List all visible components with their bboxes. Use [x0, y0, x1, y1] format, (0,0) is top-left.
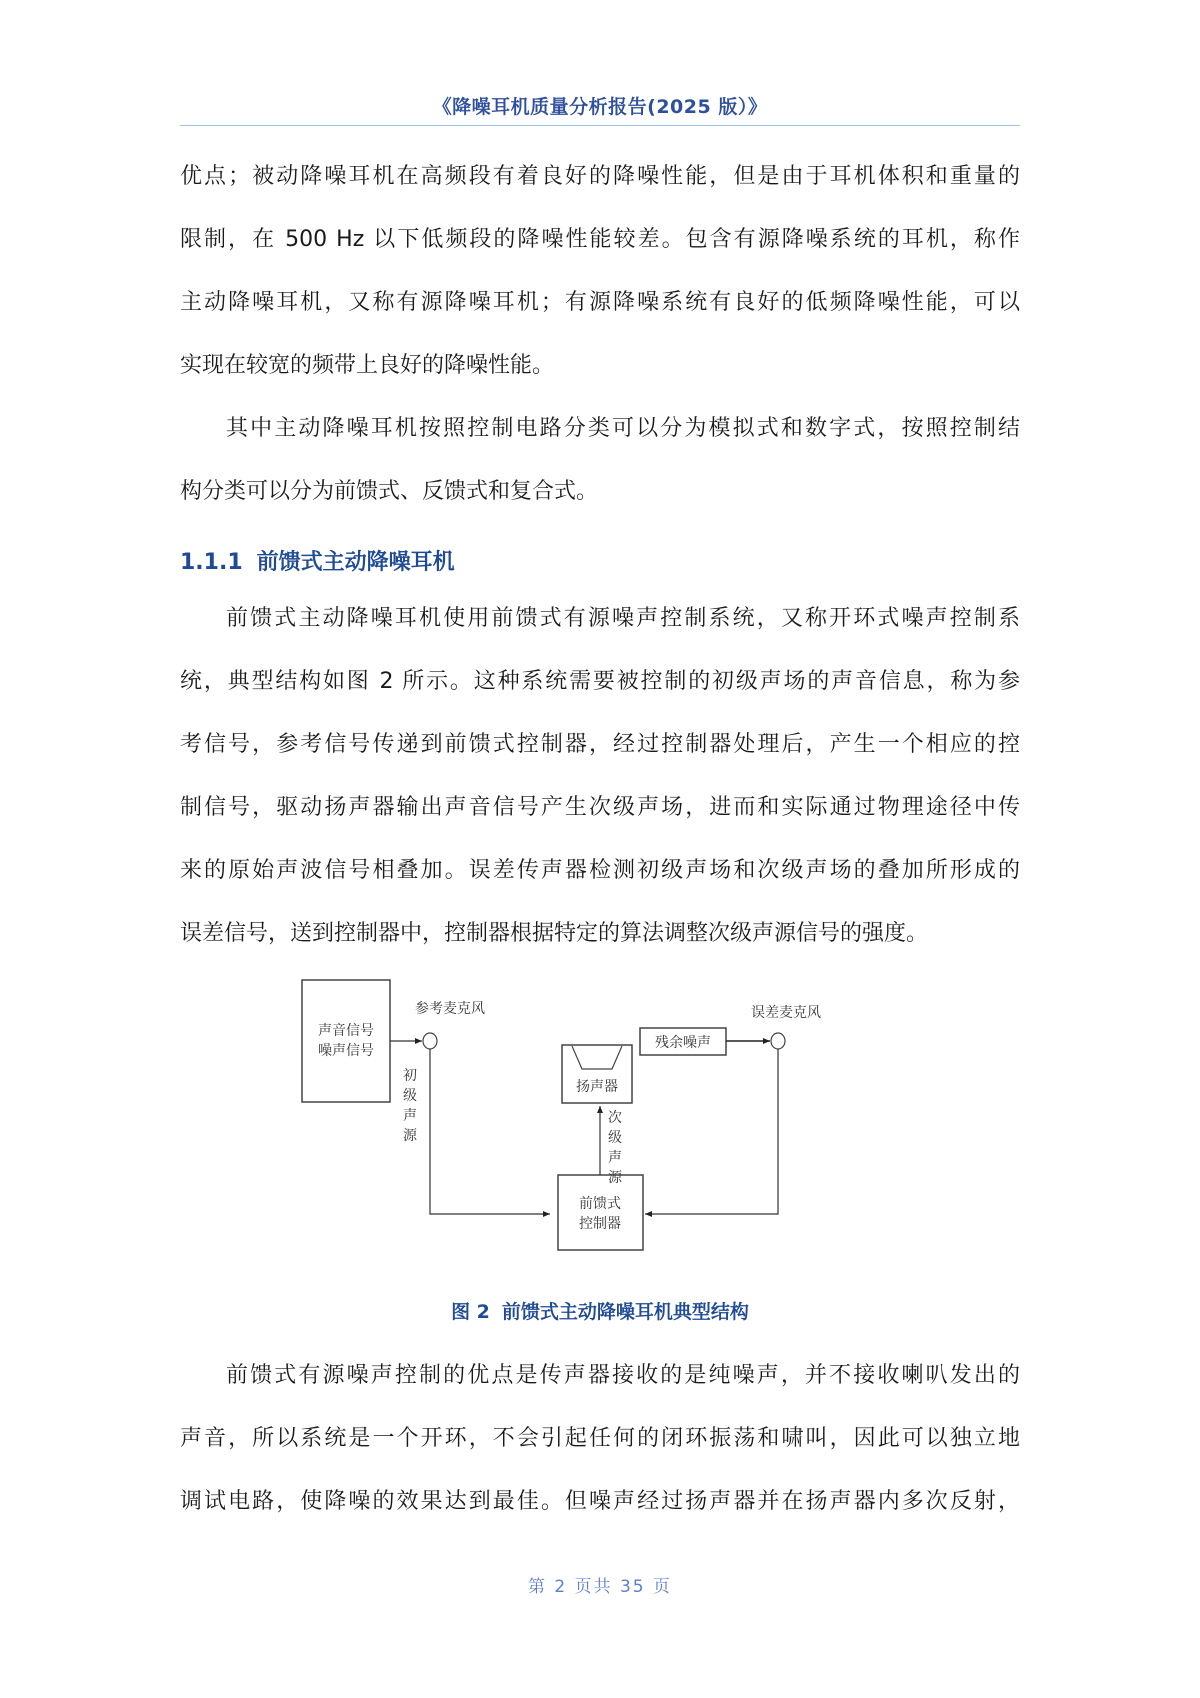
section-number: 1.1.1 — [180, 550, 243, 575]
text-line: 优点；被动降噪耳机在高频段有着良好的降噪性能，但是由于耳机体积和重量的 — [180, 164, 1020, 189]
figure-caption — [180, 1297, 1020, 1324]
document-header-title: 《降噪耳机质量分析报告(2025 版）》 — [432, 96, 768, 118]
text-line: 声音，所以系统是一个开环，不会引起任何的闭环振荡和啸叫，因此可以独立地 — [180, 1426, 1020, 1451]
source-box-label-1: 声音信号 — [318, 1023, 374, 1039]
error-path-line — [645, 1049, 778, 1214]
text-line: 制信号，驱动扬声器输出声音信号产生次级声场，进而和实际通过物理途径中传 — [180, 795, 1020, 820]
sound-source-box — [302, 980, 390, 1102]
error-mic-icon — [771, 1033, 785, 1049]
feedforward-controller-box — [558, 1175, 643, 1250]
primary-source-char-2: 级 — [403, 1088, 417, 1104]
controller-label-1: 前馈式 — [579, 1196, 621, 1212]
paragraph-classification — [180, 397, 1020, 523]
primary-source-char-1: 初 — [403, 1068, 417, 1084]
paragraph-feedforward-description — [180, 587, 1020, 965]
residual-noise-box — [640, 1028, 726, 1055]
source-box-label-2: 噪声信号 — [318, 1043, 374, 1059]
reference-mic-icon — [423, 1033, 437, 1049]
text-line: 限制，在 500 Hz 以下低频段的降噪性能较差。包含有源降噪系统的耳机，称作 — [180, 227, 1020, 252]
header-divider — [180, 125, 1020, 126]
text-line: 调试电路，使降噪的效果达到最佳。但噪声经过扬声器并在扬声器内多次反射， — [180, 1489, 1020, 1514]
section-title: 前馈式主动降噪耳机 — [256, 550, 455, 575]
secondary-source-char-2: 级 — [608, 1130, 622, 1146]
secondary-source-char-1: 次 — [608, 1110, 622, 1126]
text-line: 构分类可以分为前馈式、反馈式和复合式。 — [180, 479, 599, 504]
residual-noise-label: 残余噪声 — [655, 1035, 711, 1051]
text-line: 来的原始声波信号相叠加。误差传声器检测初级声场和次级声场的叠加所形成的 — [180, 858, 1020, 883]
figure-feedforward-anc-diagram — [300, 975, 875, 1275]
speaker-label: 扬声器 — [576, 1079, 618, 1095]
primary-source-char-4: 源 — [403, 1128, 417, 1144]
primary-source-char-3: 声 — [403, 1108, 417, 1124]
section-heading — [180, 545, 455, 576]
text-line: 考信号，参考信号传递到前馈式控制器，经过控制器处理后，产生一个相应的控 — [180, 732, 1020, 757]
paragraph-passive-vs-active — [180, 145, 1020, 397]
reference-mic-label: 参考麦克风 — [415, 1001, 485, 1017]
secondary-source-char-4: 源 — [608, 1170, 622, 1186]
text-line: 误差信号，送到控制器中，控制器根据特定的算法调整次级声源信号的强度。 — [180, 921, 929, 946]
figure-caption-title: 前馈式主动降噪耳机典型结构 — [501, 1301, 749, 1323]
controller-label-2: 控制器 — [579, 1216, 621, 1232]
text-line: 主动降噪耳机，又称有源降噪耳机；有源降噪系统有良好的低频降噪性能，可以 — [180, 290, 1020, 315]
page-number-footer: 第 2 页共 35 页 — [527, 1577, 673, 1597]
figure-caption-number: 图 2 — [451, 1301, 490, 1323]
text-line: 统，典型结构如图 2 所示。这种系统需要被控制的初级声场的声音信息，称为参 — [180, 669, 1020, 694]
speaker-box — [562, 1045, 632, 1103]
text-line: 前馈式主动降噪耳机使用前馈式有源噪声控制系统，又称开环式噪声控制系 — [226, 606, 1020, 631]
error-mic-label: 误差麦克风 — [751, 1005, 821, 1021]
paragraph-feedforward-advantages — [180, 1344, 1020, 1533]
text-line: 前馈式有源噪声控制的优点是传声器接收的是纯噪声，并不接收喇叭发出的 — [226, 1363, 1020, 1388]
secondary-source-char-3: 声 — [608, 1150, 622, 1166]
text-line: 实现在较宽的频带上良好的降噪性能。 — [180, 353, 555, 378]
primary-path-line — [430, 1049, 550, 1214]
text-line: 其中主动降噪耳机按照控制电路分类可以分为模拟式和数字式，按照控制结 — [226, 416, 1020, 441]
